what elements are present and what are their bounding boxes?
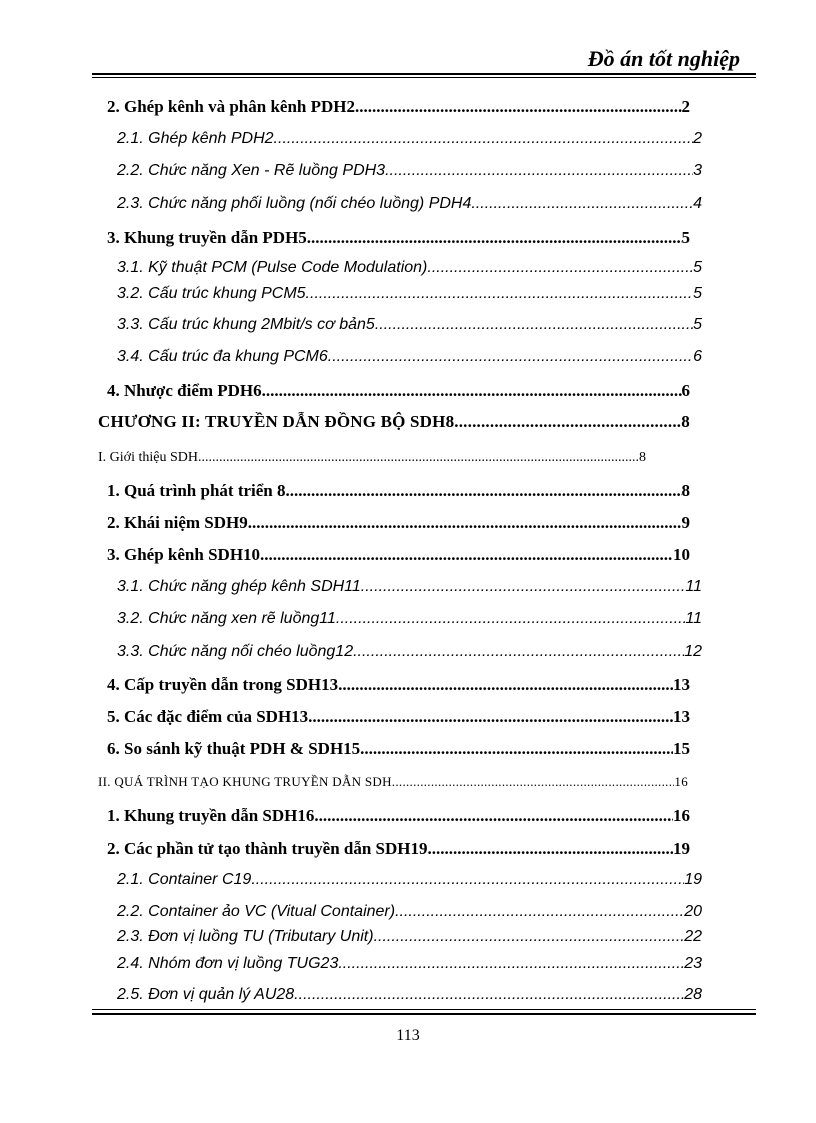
- toc-dot-leader: [286, 481, 682, 501]
- toc-dot-leader: [454, 412, 681, 432]
- toc-dot-leader: [336, 610, 686, 628]
- toc-dot-leader: [260, 545, 673, 565]
- toc-entry[interactable]: 2. Ghép kênh và phân kênh PDH2 ..... 2: [107, 97, 690, 117]
- toc-entry[interactable]: 2.3. Chức năng phối luồng (nối chéo luồng) PDH4 ..... 4: [117, 195, 702, 213]
- toc-dot-leader: [392, 774, 675, 790]
- toc-dot-leader: [251, 871, 684, 889]
- toc-entry[interactable]: 3.2. Chức năng xen rẽ luồng11 ..... 11: [117, 610, 702, 628]
- toc-dot-leader: [338, 955, 684, 973]
- footer-rule: [92, 1013, 756, 1015]
- toc-entry[interactable]: 3.1. Chức năng ghép kênh SDH11 ..... 11: [117, 578, 702, 596]
- toc-dot-leader: [385, 162, 693, 180]
- toc-entry[interactable]: 4. Cấp truyền dẫn trong SDH13 ..... 13: [107, 675, 690, 695]
- toc-entry[interactable]: 2.3. Đơn vị luồng TU (Tributary Unit) ..... 22: [117, 928, 702, 946]
- toc-entry[interactable]: CHƯƠNG II: TRUYỀN DẪN ĐỒNG BỘ SDH8 ..... 8: [98, 412, 690, 432]
- toc-entry[interactable]: 1. Quá trình phát triển 8 ..... 8: [107, 481, 690, 501]
- header-title: Đồ án tốt nghiệp: [587, 46, 740, 71]
- footer-rule-thin: [92, 1009, 756, 1010]
- toc-entry[interactable]: 2. Khái niệm SDH9 ..... 9: [107, 513, 690, 533]
- toc-dot-leader: [471, 195, 693, 213]
- toc-dot-leader: [338, 675, 673, 695]
- toc-dot-leader: [375, 316, 693, 334]
- toc-dot-leader: [361, 578, 686, 596]
- toc-entry[interactable]: I. Giới thiệu SDH ..... 8: [98, 450, 646, 466]
- toc-dot-leader: [274, 130, 694, 148]
- toc-entry[interactable]: 3. Khung truyền dẫn PDH5 ..... 5: [107, 228, 690, 248]
- toc-entry[interactable]: 6. So sánh kỹ thuật PDH & SDH15 ..... 15: [107, 739, 690, 759]
- toc-dot-leader: [355, 97, 682, 117]
- page-number: 113: [396, 1027, 420, 1044]
- toc-dot-leader: [428, 839, 673, 859]
- toc-entry[interactable]: 3.1. Kỹ thuật PCM (Pulse Code Modulation) ..... 5: [117, 259, 702, 277]
- header-rule: [92, 73, 756, 75]
- toc-entry[interactable]: 3.4. Cấu trúc đa khung PCM6 ..... 6: [117, 348, 702, 366]
- toc-dot-leader: [353, 643, 684, 661]
- toc-dot-leader: [360, 739, 673, 759]
- header-rule-thin: [92, 77, 756, 78]
- toc-entry[interactable]: 3.3. Chức năng nối chéo luồng12 ..... 12: [117, 643, 702, 661]
- toc-dot-leader: [307, 228, 682, 248]
- toc-dot-leader: [308, 707, 673, 727]
- toc-entry[interactable]: 5. Các đặc điểm của SDH13 ..... 13: [107, 707, 690, 727]
- toc-entry[interactable]: II. QUÁ TRÌNH TẠO KHUNG TRUYỀN DẪN SDH ..... 16: [98, 774, 688, 790]
- toc-dot-leader: [306, 285, 694, 303]
- toc-dot-leader: [427, 259, 693, 277]
- toc-entry[interactable]: 1. Khung truyền dẫn SDH16 ..... 16: [107, 806, 690, 826]
- toc-entry[interactable]: 2.2. Chức năng Xen - Rẽ luồng PDH3 ..... 3: [117, 162, 702, 180]
- toc-entry[interactable]: 2.1. Container C19 ..... 19: [117, 871, 702, 889]
- toc-entry[interactable]: 2.2. Container ảo VC (Vitual Container) ..... 20: [117, 903, 702, 921]
- toc-dot-leader: [314, 806, 673, 826]
- toc-dot-leader: [374, 928, 685, 946]
- toc-dot-leader: [248, 513, 682, 533]
- toc-dot-leader: [294, 986, 684, 1004]
- toc-entry[interactable]: 3. Ghép kênh SDH10 ..... 10: [107, 545, 690, 565]
- toc-entry[interactable]: 2.5. Đơn vị quản lý AU28 ..... 28: [117, 986, 702, 1004]
- toc-entry[interactable]: 2. Các phần tử tạo thành truyền dẫn SDH19 ..... 19: [107, 839, 690, 859]
- toc-entry[interactable]: 4. Nhược điểm PDH6 ..... 6: [107, 381, 690, 401]
- toc-entry[interactable]: 2.4. Nhóm đơn vị luồng TUG23 ..... 23: [117, 955, 702, 973]
- toc-dot-leader: [198, 450, 639, 466]
- toc-entry[interactable]: 3.3. Cấu trúc khung 2Mbit/s cơ bản5 ..... 5: [117, 316, 702, 334]
- toc-entry[interactable]: 2.1. Ghép kênh PDH2 ..... 2: [117, 130, 702, 148]
- toc-dot-leader: [328, 348, 693, 366]
- toc-entry[interactable]: 3.2. Cấu trúc khung PCM5 ..... 5: [117, 285, 702, 303]
- toc-dot-leader: [395, 903, 684, 921]
- toc-dot-leader: [262, 381, 682, 401]
